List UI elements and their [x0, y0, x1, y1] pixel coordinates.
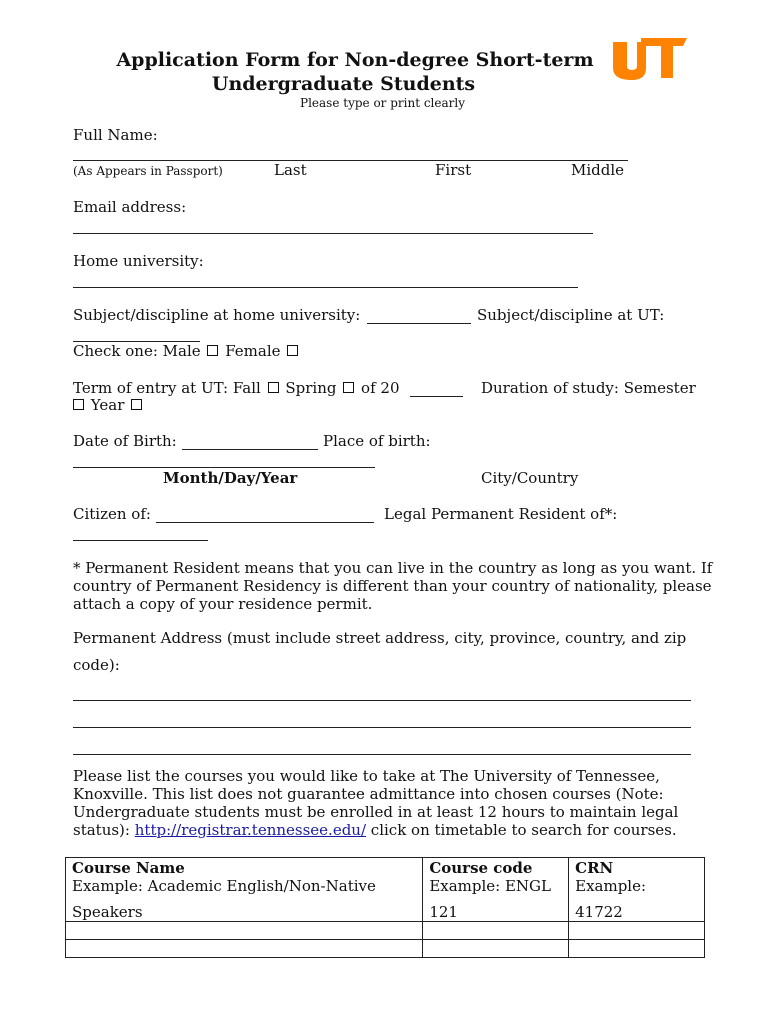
female-checkbox[interactable]	[287, 345, 298, 356]
dob-line[interactable]	[182, 449, 318, 450]
table-cell[interactable]	[569, 940, 705, 958]
subject-home-line[interactable]	[367, 323, 471, 324]
table-row	[66, 940, 705, 958]
email-label: Email address:	[73, 198, 187, 216]
subject-ut-label: Subject/discipline at UT:	[477, 306, 665, 324]
male-checkbox[interactable]	[207, 345, 218, 356]
year-label: Year	[90, 396, 125, 414]
semester-checkbox[interactable]	[73, 399, 84, 410]
spring-label: Spring	[285, 379, 337, 397]
table-cell[interactable]	[66, 922, 423, 940]
place-of-birth-label: Place of birth:	[323, 432, 431, 450]
home-university-line[interactable]	[73, 287, 578, 288]
courses-intro-end: click on timetable to search for courses.	[366, 821, 677, 839]
example-crn-2: 41722	[575, 903, 623, 921]
permanent-address-label: Permanent Address (must include street address, city, province, country, and zip	[73, 629, 687, 647]
passport-note: (As Appears in Passport)	[73, 164, 223, 178]
spring-checkbox[interactable]	[343, 382, 354, 393]
year-entry-line[interactable]	[410, 396, 463, 397]
example-crn: Example:	[575, 877, 647, 895]
courses-intro-text: Please list the courses you would like to take at The University of Tennessee, Knoxville. This list does not guarantee admittance into chosen courses (Note: Undergraduate students must be enrolled in at least 12 hours to maintain legal status):	[73, 767, 679, 839]
legal-resident-line[interactable]	[73, 540, 208, 541]
dob-label: Date of Birth:	[73, 432, 177, 450]
gender-row	[73, 342, 300, 360]
full-name-label: Full Name:	[73, 126, 158, 144]
email-line[interactable]	[73, 233, 593, 234]
table-cell[interactable]	[423, 940, 569, 958]
full-name-line[interactable]	[73, 160, 628, 161]
home-university-label: Home university:	[73, 252, 204, 270]
duration-label: Duration of study: Semester	[481, 379, 696, 397]
example-course-name-2: Speakers	[72, 903, 143, 921]
ut-logo-icon	[613, 38, 687, 80]
header-course-name	[66, 858, 423, 922]
example-course-code: Example: ENGL	[429, 877, 552, 895]
ut-logo	[613, 38, 687, 80]
term-label: Term of entry at UT: Fall	[73, 379, 261, 397]
courses-table	[65, 857, 705, 958]
month-day-year-label: Month/Day/Year	[163, 469, 298, 487]
last-name-label: Last	[274, 161, 307, 179]
permanent-resident-note: * Permanent Resident means that you can live in the country as long as you want. If country of Permanent Residency is different than your country of nationality, please attach a copy of your residence permit.	[73, 559, 713, 613]
city-country-label: City/Country	[481, 469, 579, 487]
permanent-address-label-2: code):	[73, 656, 120, 674]
courses-intro	[73, 767, 713, 839]
table-header-row	[66, 858, 705, 922]
table-cell[interactable]	[66, 940, 423, 958]
term-row	[73, 379, 399, 397]
address-line-2[interactable]	[73, 727, 691, 728]
example-course-name: Example: Academic English/Non-Native	[72, 877, 376, 895]
header-crn-text: CRN	[575, 859, 614, 877]
header-course-code-text: Course code	[429, 859, 533, 877]
form-subtitle: Please type or print clearly	[300, 96, 466, 110]
form-title-line2: Undergraduate Students	[211, 73, 476, 95]
form-title-line1: Application Form for Non-degree Short-term	[116, 49, 594, 71]
middle-name-label: Middle	[571, 161, 625, 179]
place-of-birth-line[interactable]	[73, 467, 375, 468]
registrar-link[interactable]: http://registrar.tennessee.edu/	[134, 821, 367, 839]
citizen-label: Citizen of:	[73, 505, 151, 523]
header-course-code	[423, 858, 569, 922]
table-cell[interactable]	[423, 922, 569, 940]
female-label: Female	[225, 342, 281, 360]
check-one-label: Check one: Male	[73, 342, 201, 360]
year-checkbox[interactable]	[131, 399, 142, 410]
address-line-1[interactable]	[73, 700, 691, 701]
table-row	[66, 922, 705, 940]
fall-checkbox[interactable]	[268, 382, 279, 393]
legal-resident-label: Legal Permanent Resident of*:	[384, 505, 618, 523]
subject-home-label: Subject/discipline at home university:	[73, 306, 361, 324]
duration-row2	[73, 396, 144, 414]
of-20-label: of 20	[361, 379, 400, 397]
citizen-line[interactable]	[156, 522, 374, 523]
first-name-label: First	[435, 161, 472, 179]
header-crn	[569, 858, 705, 922]
example-course-code-2: 121	[429, 903, 458, 921]
header-course-name-text: Course Name	[72, 859, 185, 877]
address-line-3[interactable]	[73, 754, 691, 755]
table-cell[interactable]	[569, 922, 705, 940]
